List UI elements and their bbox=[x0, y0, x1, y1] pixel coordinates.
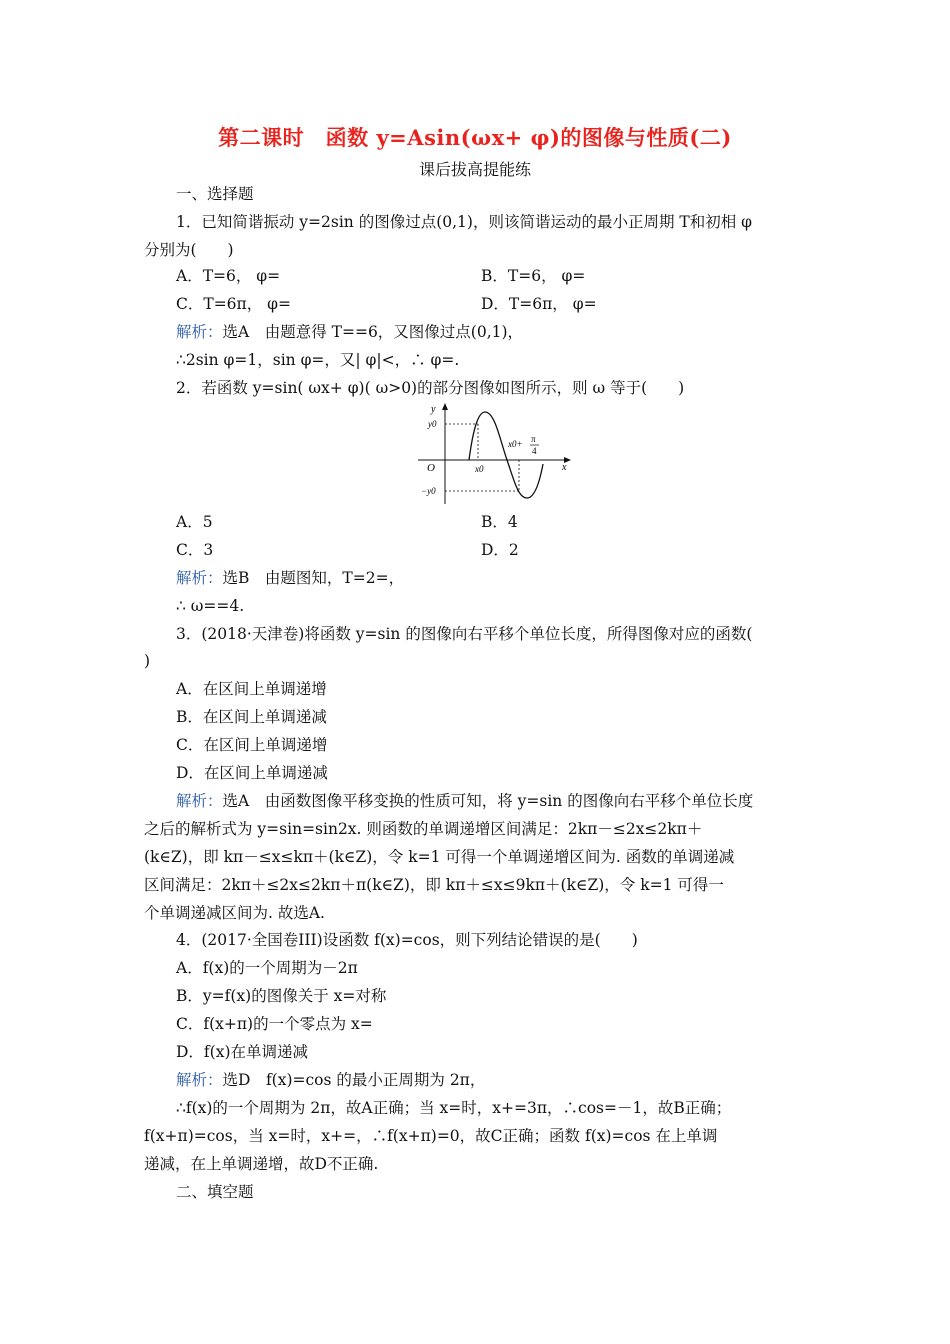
y-axis-label: y bbox=[431, 404, 436, 415]
q1-answer-line1 bbox=[176, 322, 523, 342]
q1-answer-text: 选A 由题意得 T==6，又图像过点(0,1)， bbox=[222, 323, 524, 341]
section-heading-fill: 二、填空题 bbox=[176, 1183, 254, 1201]
q4-option-b: B．y=f(x)的图像关于 x=对称 bbox=[176, 987, 387, 1005]
answer-label: 解析： bbox=[176, 792, 223, 810]
q2-stem: 2．若函数 y=sin( ωx+ φ)( ω>0)的部分图像如图所示，则 ω 等于( ) bbox=[176, 379, 685, 397]
four-denominator: 4 bbox=[532, 446, 537, 456]
q3-stem-line1: 3．(2018·天津卷)将函数 y=sin 的图像向右平移个单位长度，所得图像对应的函数( bbox=[176, 625, 753, 643]
q1-option-c: C．T=6π， φ= bbox=[176, 295, 292, 313]
q3-answer-line5: 个单调递减区间为. 故选A. bbox=[144, 904, 325, 922]
x-axis-label: x bbox=[562, 462, 567, 473]
q2-answer-line1 bbox=[176, 568, 404, 588]
pi-numerator: π bbox=[531, 434, 536, 444]
q2-answer-text: 选B 由题图知，T=2=， bbox=[222, 569, 405, 587]
q1-option-a: A．T=6， φ= bbox=[176, 267, 281, 285]
x0-label: x0 bbox=[475, 464, 484, 474]
q3-answer-text: 选A 由函数图像平移变换的性质可知，将 y=sin 的图像向右平移个单位长度 bbox=[222, 792, 754, 810]
answer-label: 解析： bbox=[176, 569, 223, 587]
q1-stem-line1: 1．已知简谐振动 y=2sin 的图像过点(0,1)，则该简谐运动的最小正周期 T和初相 φ bbox=[176, 213, 753, 231]
q1-option-b: B．T=6， φ= bbox=[481, 267, 586, 285]
page-subtitle: 课后拔高提能练 bbox=[418, 160, 531, 179]
sine-graph-figure bbox=[415, 400, 573, 508]
q3-answer-line1 bbox=[176, 791, 753, 811]
q4-option-a: A．f(x)的一个周期为－2π bbox=[176, 959, 358, 977]
q4-answer-line4: 递减，在上单调递增，故D不正确. bbox=[144, 1155, 379, 1173]
q1-answer-line2: ∴2sin φ=1，sin φ=，又| φ|<，∴ φ=. bbox=[176, 351, 460, 369]
q1-stem-line2: 分别为( ) bbox=[144, 241, 234, 259]
q4-option-d: D．f(x)在单调递减 bbox=[176, 1043, 309, 1061]
q4-answer-line1 bbox=[176, 1070, 485, 1090]
q3-answer-line4: 区间满足：2kπ＋≤2x≤2kπ＋π(k∈Z)，即 kπ＋≤x≤9kπ＋(k∈Z)，令 k=1 可得一 bbox=[144, 876, 724, 894]
q3-stem-line2: ) bbox=[144, 652, 151, 670]
q4-answer-text: 选D f(x)=cos 的最小正周期为 2π， bbox=[222, 1071, 486, 1089]
origin-label: O bbox=[427, 462, 435, 474]
q4-stem: 4．(2017·全国卷III)设函数 f(x)=cos，则下列结论错误的是( ) bbox=[176, 931, 638, 949]
answer-label: 解析： bbox=[176, 323, 223, 341]
q2-option-d: D．2 bbox=[481, 541, 519, 559]
q2-option-c: C．3 bbox=[176, 541, 214, 559]
y0-label: y0 bbox=[428, 419, 437, 429]
q3-answer-line2: 之后的解析式为 y=sin=sin2x. 则函数的单调递增区间满足：2kπ－≤2x≤2kπ＋ bbox=[144, 820, 703, 838]
q2-answer-line2: ∴ ω==4. bbox=[176, 597, 245, 615]
q2-option-a: A．5 bbox=[176, 513, 213, 531]
q3-option-a: A．在区间上单调递增 bbox=[176, 680, 327, 698]
x0-plus-label: x0+ bbox=[508, 439, 523, 449]
q3-answer-line3: (k∈Z)，即 kπ－≤x≤kπ＋(k∈Z)，令 k=1 可得一个单调递增区间为. 函数的单调递减 bbox=[144, 848, 735, 866]
q3-option-d: D．在区间上单调递减 bbox=[176, 764, 328, 782]
y-axis-arrow bbox=[442, 403, 448, 410]
q1-option-d: D．T=6π， φ= bbox=[481, 295, 597, 313]
q4-answer-line2: ∴f(x)的一个周期为 2π，故A正确；当 x=时，x+=3π，∴cos=－1，故B正确； bbox=[176, 1099, 732, 1117]
page-title: 第二课时 函数 y=Asin(ωx+ φ)的图像与性质(二) bbox=[218, 125, 732, 150]
neg-y0-label: −y0 bbox=[421, 486, 436, 496]
q4-answer-line3: f(x+π)=cos，当 x=时，x+=，∴f(x+π)=0，故C正确；函数 f(x)=cos 在上单调 bbox=[144, 1127, 718, 1145]
q3-option-b: B．在区间上单调递减 bbox=[176, 708, 327, 726]
q3-option-c: C．在区间上单调递增 bbox=[176, 736, 328, 754]
q4-option-c: C．f(x+π)的一个零点为 x= bbox=[176, 1015, 373, 1033]
answer-label: 解析： bbox=[176, 1071, 223, 1089]
q2-option-b: B．4 bbox=[481, 513, 518, 531]
section-heading-choice: 一、选择题 bbox=[176, 185, 254, 203]
